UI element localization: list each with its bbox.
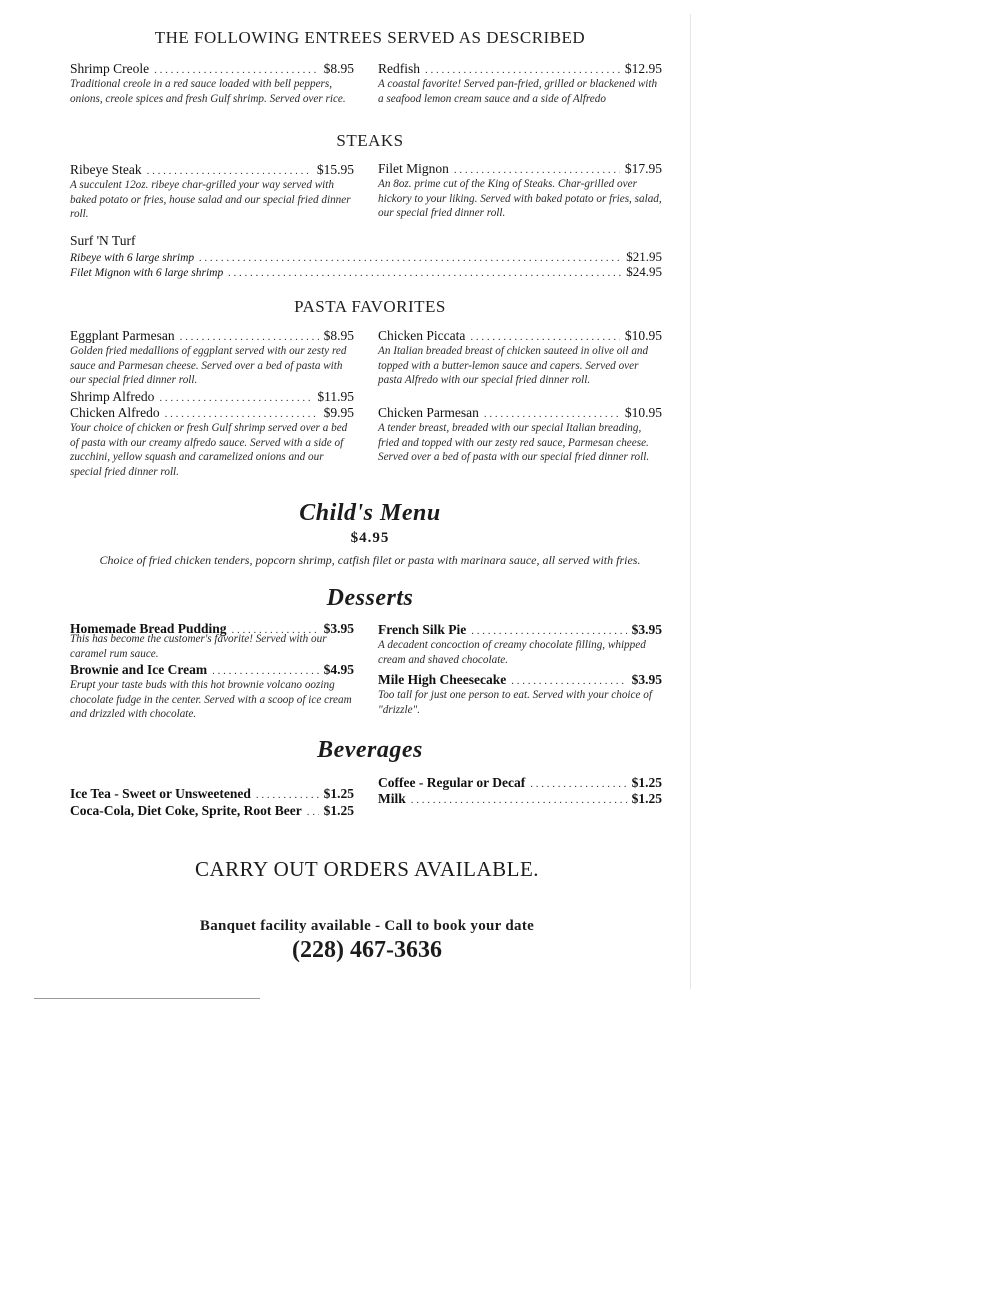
item-price: $15.95 [316, 162, 354, 177]
phone-number: (228) 467-3636 [292, 937, 442, 963]
menu-item-shrimp-creole [70, 61, 354, 77]
item-description: Traditional creole in a red sauce loaded with bell peppers, onions, creole spices and fresh Gulf shrimp. Served over rice. [70, 78, 346, 105]
item-price: $12.95 [624, 61, 662, 76]
leader-dots [530, 778, 626, 790]
item-name: Chicken Alfredo [70, 405, 160, 420]
childs-menu-heading: Child's Menu [299, 500, 441, 526]
item-name: Filet Mignon [378, 161, 449, 176]
steaks-heading: STEAKS [336, 131, 404, 150]
item-price: $3.95 [631, 672, 662, 687]
leader-dots [199, 252, 621, 264]
item-price: $9.95 [323, 405, 354, 420]
menu-item-milk [378, 791, 662, 807]
item-description: A tender breast, breaded with our special Italian breading, fried and topped with our zesty red sauce, Parmesan cheese. Served over a bed of pasta with our special fried dinner roll. [378, 422, 650, 464]
leader-dots [484, 408, 620, 420]
menu-item-chicken-alfredo [70, 405, 354, 421]
menu-item-eggplant-parmesan [70, 328, 354, 344]
item-price: $4.95 [323, 662, 354, 677]
item-price: $17.95 [624, 161, 662, 176]
entrees-heading: THE FOLLOWING ENTREES SERVED AS DESCRIBED [154, 28, 586, 47]
menu-item-mile-high-cheesecake [378, 672, 662, 688]
item-price: $11.95 [317, 389, 354, 404]
item-name: Milk [378, 791, 406, 806]
item-name: Coca-Cola, Diet Coke, Sprite, Root Beer [70, 803, 302, 818]
menu-item-coffee [378, 775, 662, 791]
leader-dots [154, 64, 319, 76]
childs-menu-price: $4.95 [350, 530, 390, 546]
menu-item-brownie [70, 662, 354, 678]
leader-dots [511, 675, 626, 687]
leader-dots [147, 165, 312, 177]
item-name: Coffee - Regular or Decaf [378, 775, 526, 790]
leader-dots [228, 267, 621, 279]
item-price: $3.95 [631, 622, 662, 637]
menu-item-chicken-piccata [378, 328, 662, 344]
item-price: $1.25 [323, 786, 354, 801]
item-price: $1.25 [323, 803, 354, 818]
carry-out-notice: CARRY OUT ORDERS AVAILABLE. [194, 857, 540, 881]
item-description: This has become the customer's favorite! Served with our caramel rum sauce. [70, 633, 327, 660]
item-price: $8.95 [323, 61, 354, 76]
item-name: Mile High Cheesecake [378, 672, 507, 687]
option-price: $21.95 [626, 249, 662, 264]
menu-item-french-silk-pie [378, 622, 662, 638]
menu-item-ribeye [70, 162, 354, 178]
item-name: Surf 'N Turf [70, 233, 136, 248]
leader-dots [212, 665, 319, 677]
item-price: $10.95 [624, 328, 662, 343]
item-price: $1.25 [631, 775, 662, 790]
desserts-heading: Desserts [326, 585, 414, 611]
item-description: Golden fried medallions of eggplant served with our zesty red sauce and Parmesan cheese. Served over a bed of pasta with our special fried dinner roll. [70, 345, 347, 387]
leader-dots [307, 806, 319, 818]
leader-dots [159, 392, 312, 404]
item-name: Brownie and Ice Cream [70, 662, 208, 677]
leader-dots [180, 331, 319, 343]
item-name: French Silk Pie [378, 622, 467, 637]
item-description: Erupt your taste buds with this hot brownie volcano oozing chocolate fudge in the center. Served with a scoop of ice cream and drizzled with chocolate. [70, 679, 352, 721]
beverages-heading: Beverages [317, 737, 423, 763]
item-price: $8.95 [323, 328, 354, 343]
item-description: A coastal favorite! Served pan-fried, grilled or blackened with a seafood lemon cream sauce and a side of Alfredo [378, 78, 658, 105]
item-name: Shrimp Alfredo [70, 389, 155, 404]
banquet-notice: Banquet facility available - Call to book your date [199, 918, 535, 934]
item-description: A decadent concoction of creamy chocolate filling, whipped cream and shaved chocolate. [378, 639, 646, 666]
option-price: $24.95 [626, 264, 662, 279]
item-name: Ribeye Steak [70, 162, 142, 177]
item-price: $10.95 [624, 405, 662, 420]
menu-item-ice-tea [70, 786, 354, 802]
leader-dots [425, 64, 620, 76]
leader-dots [454, 164, 620, 176]
page-edge-line [690, 14, 691, 989]
item-name: Ice Tea - Sweet or Unsweetened [70, 786, 251, 801]
divider-line [34, 998, 260, 999]
item-price: $1.25 [631, 791, 662, 806]
menu-item-shrimp-alfredo [70, 389, 354, 405]
leader-dots [165, 408, 319, 420]
item-description: Your choice of chicken or fresh Gulf shrimp served over a bed of pasta with our creamy alfredo sauce. Served with a side of zucchini, yellow squash and caramelized onions and our special fried dinner roll. [70, 422, 348, 478]
menu-item-redfish [378, 61, 662, 77]
surf-turf-option [70, 264, 662, 280]
item-description: A succulent 12oz. ribeye char-grilled your way served with baked potato or fries, house salad and our special fried dinner roll. [70, 179, 351, 221]
leader-dots [256, 789, 319, 801]
menu-item-filet-mignon [378, 161, 662, 177]
surf-turf-option [70, 249, 662, 265]
menu-item-chicken-parmesan [378, 405, 662, 421]
item-description: Too tall for just one person to eat. Served with your choice of "drizzle". [378, 689, 652, 716]
item-name: Redfish [378, 61, 420, 76]
item-price: $3.95 [323, 621, 354, 636]
option-label: Filet Mignon with 6 large shrimp [70, 267, 224, 279]
item-name: Chicken Parmesan [378, 405, 479, 420]
item-name: Shrimp Creole [70, 61, 150, 76]
item-name: Chicken Piccata [378, 328, 466, 343]
leader-dots [471, 625, 626, 637]
option-label: Ribeye with 6 large shrimp [70, 252, 195, 264]
leader-dots [470, 331, 620, 343]
menu-item-sodas [70, 803, 354, 819]
childs-menu-description: Choice of fried chicken tenders, popcorn shrimp, catfish filet or pasta with marinara sauce, all served with fries. [99, 553, 641, 567]
leader-dots [411, 794, 627, 806]
item-description: An Italian breaded breast of chicken sauteed in olive oil and topped with a butter-lemon sauce and capers. Served over pasta Alfredo with our special fried dinner roll. [378, 345, 649, 387]
menu-item-surf-n-turf [70, 233, 662, 249]
item-name: Homemade Bread Pudding [70, 621, 227, 636]
item-description: An 8oz. prime cut of the King of Steaks. Char-grilled over hickory to your liking. Served with baked potato or fries, salad, our special fried dinner roll. [378, 178, 662, 220]
pasta-heading: PASTA FAVORITES [294, 297, 446, 316]
item-name: Eggplant Parmesan [70, 328, 175, 343]
